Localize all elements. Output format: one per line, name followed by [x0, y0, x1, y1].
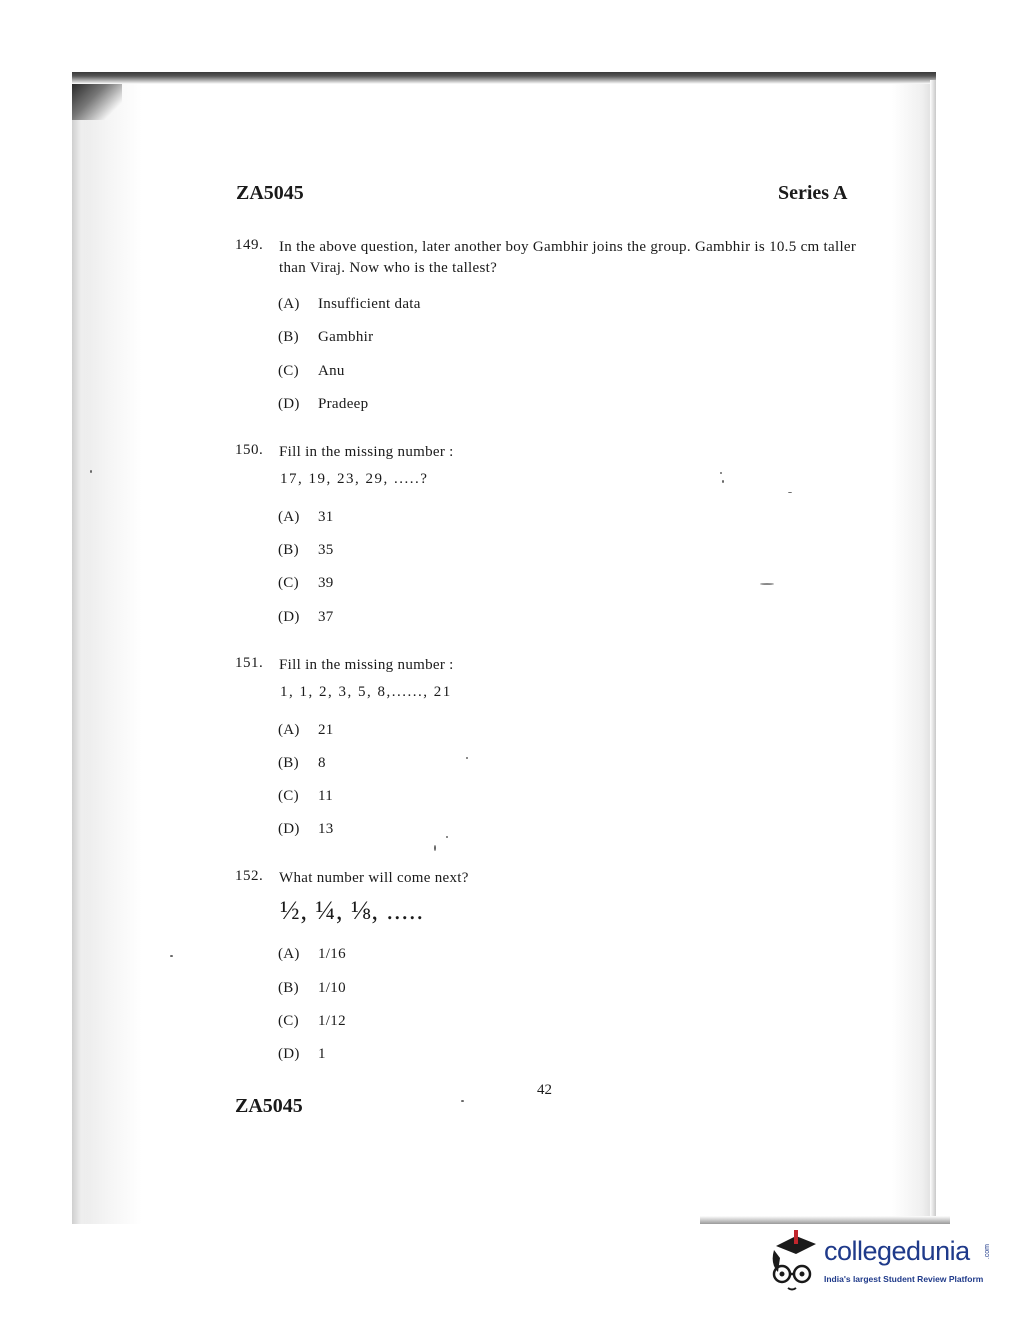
number-sequence: 17, 19, 23, 29, .....? [280, 471, 429, 487]
option-letter: (A) [278, 296, 300, 312]
question-text: Fill in the missing number : [279, 657, 454, 673]
fraction-sequence: ½, ¼, ⅛, ..... [280, 896, 424, 925]
option-letter: (C) [278, 363, 299, 379]
option-text: 35 [318, 542, 334, 558]
option-letter: (B) [278, 980, 299, 996]
option-letter: (D) [278, 396, 300, 412]
scan-speck [466, 757, 468, 759]
option-text: 1 [318, 1046, 326, 1062]
option-letter: (C) [278, 788, 299, 804]
option-text: 1/16 [318, 946, 346, 962]
option-a [278, 509, 334, 526]
option-b [278, 980, 346, 997]
scan-speck [720, 472, 722, 474]
logo-domain: .com [984, 1244, 991, 1260]
option-letter: (B) [278, 329, 299, 345]
scan-speck [434, 845, 436, 851]
header-series: Series A [778, 182, 848, 204]
option-a [278, 722, 334, 739]
question-text: In the above question, later another boy Gambhir joins the group. Gambhir is 10.5 cm taller than Viraj. Now who is the tallest? [279, 239, 857, 276]
header-code: ZA5045 [236, 182, 304, 204]
option-letter: (D) [278, 1046, 300, 1062]
question-number: 152. [235, 868, 264, 884]
option-c [278, 788, 333, 805]
option-a [278, 296, 421, 313]
option-c [278, 1013, 346, 1030]
scan-speck [170, 955, 173, 957]
option-letter: (A) [278, 946, 300, 962]
scan-speck [90, 470, 92, 473]
option-d [278, 1046, 326, 1063]
question-text: Fill in the missing number : [279, 444, 454, 460]
scan-corner-shadow [72, 84, 122, 120]
option-text: 21 [318, 722, 334, 738]
option-text: 31 [318, 509, 334, 525]
question-number: 149. [235, 237, 264, 253]
option-b [278, 755, 326, 772]
option-text: 11 [318, 788, 334, 804]
option-letter: (C) [278, 1013, 299, 1029]
question-number: 150. [235, 442, 264, 458]
option-letter: (B) [278, 755, 299, 771]
logo-tagline: India's largest Student Review Platform [824, 1274, 984, 1284]
logo-mascot-icon [766, 1228, 824, 1292]
option-text: Anu [318, 363, 345, 379]
option-text: Gambhir [318, 329, 374, 345]
option-text: Pradeep [318, 396, 369, 412]
option-letter: (A) [278, 509, 300, 525]
number-sequence: 1, 1, 2, 3, 5, 8,......, 21 [280, 684, 452, 700]
scan-speck [760, 583, 774, 585]
option-b [278, 329, 373, 346]
option-a [278, 946, 346, 963]
option-text: 8 [318, 755, 326, 771]
option-letter: (A) [278, 722, 300, 738]
option-letter: (D) [278, 609, 300, 625]
question-text: What number will come next? [279, 870, 469, 886]
scan-bottom-border [700, 1216, 950, 1224]
option-c [278, 575, 334, 592]
scan-left-edge [72, 120, 90, 1224]
option-c [278, 363, 345, 380]
option-d [278, 396, 368, 413]
option-text: 13 [318, 821, 334, 837]
scan-speck [446, 836, 448, 838]
option-letter: (C) [278, 575, 299, 591]
collegedunia-logo [766, 1228, 996, 1298]
option-text: 1/12 [318, 1013, 346, 1029]
scan-top-border [72, 72, 936, 84]
option-text: 1/10 [318, 980, 346, 996]
logo-wordmark: collegedunia [824, 1236, 970, 1266]
option-letter: (D) [278, 821, 300, 837]
option-d [278, 821, 334, 838]
option-letter: (B) [278, 542, 299, 558]
option-text: Insufficient data [318, 296, 421, 312]
option-text: 39 [318, 575, 334, 591]
scan-speck [788, 492, 792, 493]
option-d [278, 609, 334, 626]
scan-speck [461, 1100, 464, 1102]
option-text: 37 [318, 609, 334, 625]
option-b [278, 542, 334, 559]
scan-right-edge [930, 80, 936, 1224]
scan-speck [722, 480, 724, 483]
footer-code: ZA5045 [235, 1095, 303, 1117]
question-number: 151. [235, 655, 264, 671]
page-number: 42 [537, 1082, 552, 1098]
